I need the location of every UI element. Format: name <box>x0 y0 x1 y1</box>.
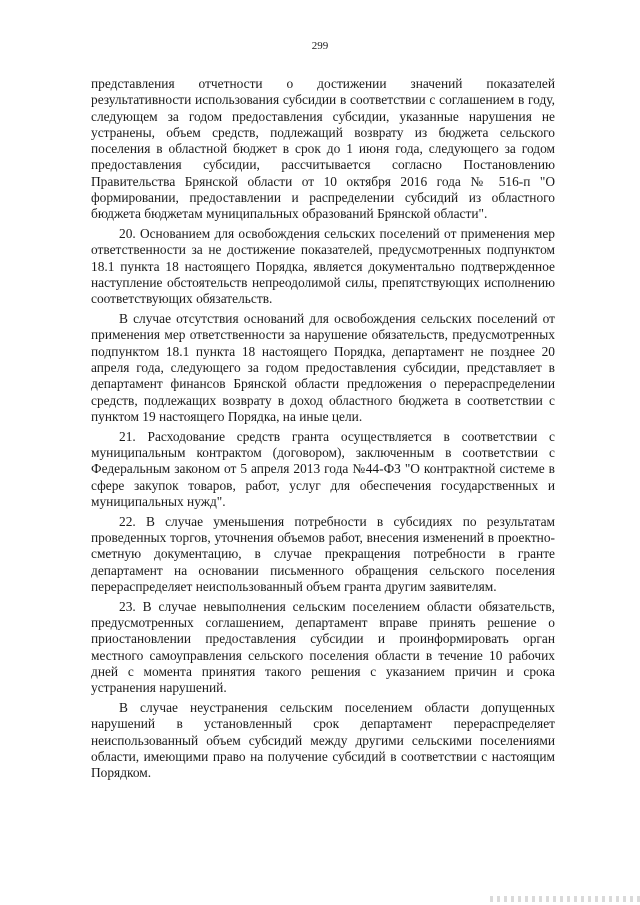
paragraph-non-elimination: В случае неустранения сельским поселением области допущенных нарушений в установленный срок департамент перераспределяет неиспользованный объем субсидий между другими сельскими поселениями области, имеющими право на получение субсидий в соответствии с настоящим Порядком. <box>91 699 555 781</box>
paragraph-item-22: 22. В случае уменьшения потребности в субсидиях по результатам проведенных торгов, уточнения объемов работ, внесения изменений в проектно-сметную документацию, в случае прекращения потребности в гранте департамент на основании письменного обращения сельского поселения перераспределяет неиспользованный объем гранта другим заявителям. <box>91 513 555 594</box>
scan-edge-mark <box>490 896 640 902</box>
paragraph-no-grounds: В случае отсутствия оснований для освобождения сельских поселений от применения мер ответственности за нарушение обязательств, предусмотренных подпунктом 18.1 пункта 18 настоящего Порядка, департамент не позднее 20 апреля года, следующего за годом предоставления субсидии, представляет в департамент финансов Брянской области предложения о перераспределении средств, подлежащих возврату в доход областного бюджета в соответствии с пунктом 19 настоящего Порядка, на иные цели. <box>91 311 555 424</box>
page-number: 299 <box>311 40 329 52</box>
paragraph-item-21: 21. Расходование средств гранта осуществляется в соответствии с муниципальным контрактом (договором), заключенным в соответствии с Федеральным законом от 5 апреля 2013 года №44-ФЗ "О контрактной системе в сфере закупок товаров, работ, услуг для обеспечения государственных и муниципальных нужд". <box>91 428 555 509</box>
paragraph-item-20: 20. Основанием для освобождения сельских поселений от применения мер ответственности за не достижение показателей, предусмотренных подпунктом 18.1 пункта 18 настоящего Порядка, является документально подтвержденное наступление обстоятельств непреодолимой силы, препятствующих исполнению соответствующих обязательств. <box>91 226 555 307</box>
paragraph-continuation: представления отчетности о достижении значений показателей результативности использования субсидии в соответствии с соглашением в году, следующем за годом предоставления субсидии, указанные нарушения не устранены, объем средств, подлежащий возврату из бюджета сельского поселения в областной бюджет в срок до 1 июня года, следующего за годом предоставления субсидии, рассчитывается согласно Постановлению Правительства Брянской области от 10 октября 2016 года № 516-п "О формировании, предоставлении и распределении субсидий из областного бюджета бюджетам муниципальных образований Брянской области". <box>91 76 555 222</box>
paragraph-item-23: 23. В случае невыполнения сельским поселением области обязательств, предусмотренных соглашением, департамент вправе принять решение о приостановлении предоставления субсидии и проинформировать орган местного самоуправления сельского поселения области в течение 10 рабочих дней с момента принятия такого решения с указанием причин и срока устранения нарушений. <box>91 598 555 696</box>
document-body <box>91 76 555 785</box>
